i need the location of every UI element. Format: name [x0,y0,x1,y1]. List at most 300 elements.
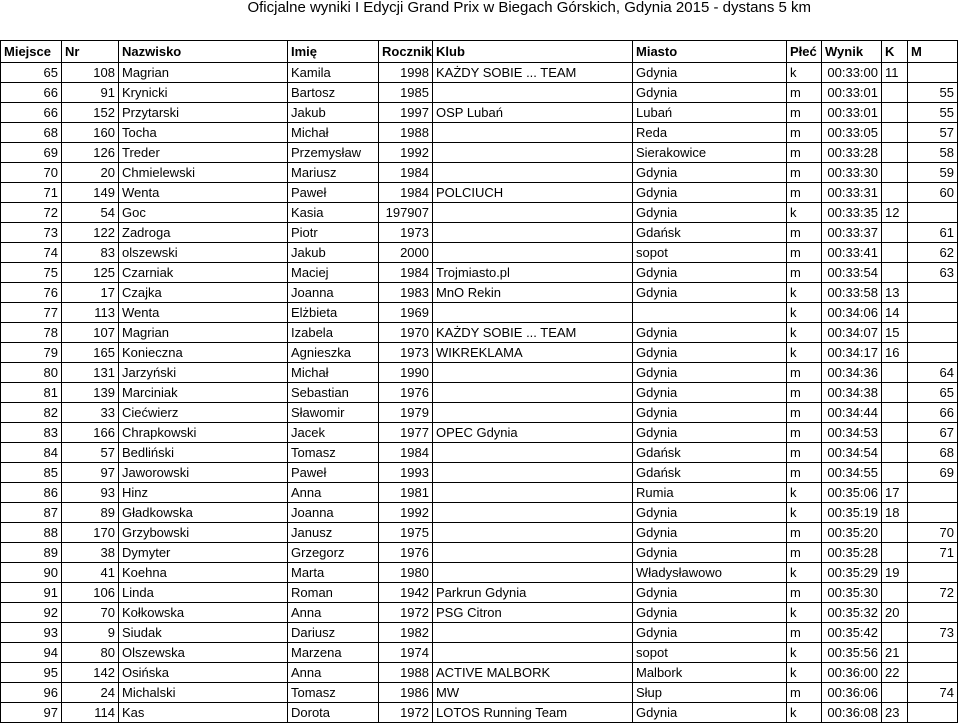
cell-result: 00:33:30 [822,163,882,183]
cell-surname: Jaworowski [119,463,288,483]
cell-m-rank: 72 [908,583,958,603]
cell-number: 126 [62,143,119,163]
cell-birthyear: 1993 [379,463,433,483]
table-row [1,563,958,583]
cell-m-rank [908,203,958,223]
cell-birthyear: 1992 [379,503,433,523]
cell-city: Gdynia [633,603,787,623]
cell-club [433,503,633,523]
cell-firstname: Anna [288,483,379,503]
cell-sex: m [787,83,822,103]
cell-k-rank: 13 [882,283,908,303]
cell-number: 80 [62,643,119,663]
cell-place: 88 [1,523,62,543]
cell-club [433,143,633,163]
cell-number: 106 [62,583,119,603]
cell-birthyear: 1980 [379,563,433,583]
cell-sex: k [787,343,822,363]
cell-surname: Magrian [119,323,288,343]
cell-result: 00:33:00 [822,63,882,83]
table-row [1,223,958,243]
table-row [1,643,958,663]
cell-number: 38 [62,543,119,563]
cell-k-rank [882,583,908,603]
cell-surname: Kołkowska [119,603,288,623]
cell-club: KAŻDY SOBIE ... TEAM [433,323,633,343]
cell-place: 77 [1,303,62,323]
cell-surname: Magrian [119,63,288,83]
cell-surname: Wenta [119,183,288,203]
cell-place: 80 [1,363,62,383]
cell-k-rank [882,263,908,283]
cell-k-rank [882,363,908,383]
cell-k-rank [882,423,908,443]
cell-place: 68 [1,123,62,143]
cell-result: 00:35:28 [822,543,882,563]
cell-firstname: Joanna [288,283,379,303]
cell-m-rank: 70 [908,523,958,543]
cell-place: 74 [1,243,62,263]
table-row [1,423,958,443]
cell-m-rank: 66 [908,403,958,423]
cell-birthyear: 1984 [379,443,433,463]
cell-city: Gdynia [633,363,787,383]
cell-birthyear: 1972 [379,703,433,723]
cell-m-rank: 71 [908,543,958,563]
table-row [1,363,958,383]
cell-result: 00:33:28 [822,143,882,163]
cell-number: 160 [62,123,119,143]
cell-club: LOTOS Running Team [433,703,633,723]
cell-sex: k [787,703,822,723]
cell-sex: m [787,523,822,543]
cell-result: 00:33:35 [822,203,882,223]
cell-place: 79 [1,343,62,363]
cell-city: Gdynia [633,83,787,103]
cell-birthyear: 1977 [379,423,433,443]
cell-firstname: Agnieszka [288,343,379,363]
cell-city: Władysławowo [633,563,787,583]
header-firstname: Imię [288,41,379,63]
cell-number: 114 [62,703,119,723]
cell-k-rank: 18 [882,503,908,523]
page-title [0,0,959,30]
cell-city: Gdynia [633,163,787,183]
cell-sex: k [787,203,822,223]
cell-city: Malbork [633,663,787,683]
cell-city [633,303,787,323]
cell-city: Gdynia [633,63,787,83]
cell-number: 33 [62,403,119,423]
cell-place: 65 [1,63,62,83]
cell-firstname: Przemysław [288,143,379,163]
table-row [1,283,958,303]
cell-place: 72 [1,203,62,223]
cell-firstname: Michał [288,123,379,143]
cell-birthyear: 1998 [379,63,433,83]
cell-k-rank: 23 [882,703,908,723]
cell-city: Gdynia [633,523,787,543]
cell-sex: m [787,183,822,203]
cell-sex: m [787,683,822,703]
cell-birthyear: 1986 [379,683,433,703]
cell-firstname: Piotr [288,223,379,243]
cell-club: PSG Citron [433,603,633,623]
cell-firstname: Anna [288,663,379,683]
cell-birthyear: 1985 [379,83,433,103]
cell-city: Gdynia [633,203,787,223]
cell-place: 70 [1,163,62,183]
cell-place: 71 [1,183,62,203]
cell-club [433,523,633,543]
results-table [0,40,958,723]
cell-birthyear: 1975 [379,523,433,543]
cell-sex: k [787,663,822,683]
cell-place: 83 [1,423,62,443]
cell-birthyear: 1970 [379,323,433,343]
cell-firstname: Sebastian [288,383,379,403]
cell-firstname: Paweł [288,183,379,203]
table-header [1,41,958,63]
cell-firstname: Janusz [288,523,379,543]
cell-club: POLCIUCH [433,183,633,203]
cell-surname: Olszewska [119,643,288,663]
cell-sex: m [787,363,822,383]
cell-birthyear: 1984 [379,163,433,183]
cell-m-rank [908,563,958,583]
cell-result: 00:33:54 [822,263,882,283]
cell-sex: k [787,563,822,583]
cell-surname: Kas [119,703,288,723]
table-row [1,123,958,143]
cell-result: 00:35:56 [822,643,882,663]
cell-city: Gdynia [633,283,787,303]
cell-city: Reda [633,123,787,143]
cell-result: 00:34:06 [822,303,882,323]
cell-city: Gdynia [633,583,787,603]
cell-result: 00:36:06 [822,683,882,703]
cell-city: Gdynia [633,263,787,283]
cell-place: 87 [1,503,62,523]
cell-k-rank [882,383,908,403]
table-row [1,243,958,263]
cell-number: 93 [62,483,119,503]
cell-result: 00:35:19 [822,503,882,523]
cell-firstname: Sławomir [288,403,379,423]
table-row [1,523,958,543]
cell-firstname: Mariusz [288,163,379,183]
cell-place: 96 [1,683,62,703]
cell-place: 78 [1,323,62,343]
cell-firstname: Jacek [288,423,379,443]
cell-sex: m [787,103,822,123]
cell-surname: Konieczna [119,343,288,363]
cell-sex: m [787,583,822,603]
cell-surname: Przytarski [119,103,288,123]
cell-city: Sierakowice [633,143,787,163]
cell-sex: m [787,423,822,443]
cell-result: 00:34:38 [822,383,882,403]
cell-city: Gdańsk [633,223,787,243]
cell-m-rank [908,323,958,343]
cell-club [433,443,633,463]
cell-sex: m [787,223,822,243]
cell-club [433,623,633,643]
table-row [1,443,958,463]
cell-firstname: Grzegorz [288,543,379,563]
cell-surname: Czajka [119,283,288,303]
cell-number: 113 [62,303,119,323]
cell-result: 00:33:01 [822,103,882,123]
cell-sex: m [787,543,822,563]
cell-sex: k [787,303,822,323]
cell-place: 75 [1,263,62,283]
cell-birthyear: 1981 [379,483,433,503]
cell-result: 00:34:44 [822,403,882,423]
cell-number: 108 [62,63,119,83]
cell-birthyear: 197907 [379,203,433,223]
cell-surname: Hinz [119,483,288,503]
cell-result: 00:33:31 [822,183,882,203]
cell-surname: Ciećwierz [119,403,288,423]
cell-m-rank: 68 [908,443,958,463]
cell-club: ACTIVE MALBORK [433,663,633,683]
cell-club [433,463,633,483]
cell-place: 73 [1,223,62,243]
cell-sex: m [787,623,822,643]
cell-k-rank: 15 [882,323,908,343]
table-row [1,183,958,203]
cell-club: Parkrun Gdynia [433,583,633,603]
cell-firstname: Maciej [288,263,379,283]
cell-club [433,403,633,423]
cell-city: Gdynia [633,543,787,563]
cell-number: 107 [62,323,119,343]
cell-m-rank [908,503,958,523]
cell-k-rank [882,463,908,483]
cell-result: 00:33:41 [822,243,882,263]
header-row [1,41,958,63]
table-row [1,263,958,283]
cell-birthyear: 1982 [379,623,433,643]
cell-firstname: Tomasz [288,443,379,463]
cell-place: 91 [1,583,62,603]
cell-result: 00:34:53 [822,423,882,443]
cell-m-rank: 62 [908,243,958,263]
cell-m-rank [908,283,958,303]
cell-firstname: Kasia [288,203,379,223]
cell-club [433,363,633,383]
cell-number: 125 [62,263,119,283]
cell-firstname: Paweł [288,463,379,483]
cell-club [433,223,633,243]
cell-k-rank [882,123,908,143]
cell-m-rank: 58 [908,143,958,163]
cell-m-rank: 61 [908,223,958,243]
cell-k-rank: 14 [882,303,908,323]
cell-sex: m [787,143,822,163]
cell-number: 165 [62,343,119,363]
cell-surname: Osińska [119,663,288,683]
cell-club [433,643,633,663]
table-body [1,63,958,723]
cell-result: 00:35:42 [822,623,882,643]
cell-city: Słup [633,683,787,703]
header-city: Miasto [633,41,787,63]
cell-firstname: Izabela [288,323,379,343]
cell-surname: Dymyter [119,543,288,563]
cell-result: 00:35:32 [822,603,882,623]
cell-number: 20 [62,163,119,183]
cell-sex: m [787,383,822,403]
cell-firstname: Bartosz [288,83,379,103]
cell-place: 66 [1,83,62,103]
cell-result: 00:33:37 [822,223,882,243]
cell-club [433,123,633,143]
header-number: Nr [62,41,119,63]
cell-surname: Wenta [119,303,288,323]
cell-city: Rumia [633,483,787,503]
cell-birthyear: 1973 [379,223,433,243]
cell-m-rank [908,603,958,623]
cell-birthyear: 1992 [379,143,433,163]
cell-m-rank [908,663,958,683]
cell-firstname: Tomasz [288,683,379,703]
cell-firstname: Dorota [288,703,379,723]
cell-city: Gdynia [633,503,787,523]
cell-result: 00:34:54 [822,443,882,463]
cell-birthyear: 1988 [379,123,433,143]
cell-surname: Siudak [119,623,288,643]
cell-sex: k [787,63,822,83]
cell-place: 69 [1,143,62,163]
cell-club: Trojmiasto.pl [433,263,633,283]
cell-city: Gdynia [633,383,787,403]
table-row [1,603,958,623]
table-row [1,403,958,423]
cell-number: 70 [62,603,119,623]
cell-number: 57 [62,443,119,463]
cell-sex: m [787,263,822,283]
cell-firstname: Marta [288,563,379,583]
cell-club [433,543,633,563]
cell-number: 139 [62,383,119,403]
cell-m-rank: 64 [908,363,958,383]
cell-city: sopot [633,643,787,663]
cell-birthyear: 1973 [379,343,433,363]
table-row [1,323,958,343]
cell-k-rank: 16 [882,343,908,363]
cell-city: Gdynia [633,423,787,443]
cell-m-rank: 57 [908,123,958,143]
cell-m-rank [908,303,958,323]
cell-city: Gdynia [633,623,787,643]
cell-m-rank: 67 [908,423,958,443]
cell-place: 84 [1,443,62,463]
table-row [1,483,958,503]
cell-place: 95 [1,663,62,683]
cell-number: 152 [62,103,119,123]
cell-sex: k [787,603,822,623]
table-row [1,663,958,683]
cell-number: 142 [62,663,119,683]
table-row [1,623,958,643]
header-k: K [882,41,908,63]
cell-place: 76 [1,283,62,303]
cell-club [433,303,633,323]
table-row [1,163,958,183]
cell-sex: m [787,123,822,143]
table-row [1,503,958,523]
cell-number: 89 [62,503,119,523]
cell-surname: Tocha [119,123,288,143]
table-row [1,583,958,603]
cell-number: 17 [62,283,119,303]
cell-surname: Goc [119,203,288,223]
cell-m-rank [908,703,958,723]
cell-surname: Treder [119,143,288,163]
cell-surname: Bedliński [119,443,288,463]
cell-number: 83 [62,243,119,263]
cell-m-rank [908,63,958,83]
cell-birthyear: 1942 [379,583,433,603]
cell-sex: k [787,643,822,663]
cell-result: 00:35:06 [822,483,882,503]
table-row [1,83,958,103]
cell-place: 85 [1,463,62,483]
table-row [1,383,958,403]
cell-result: 00:35:20 [822,523,882,543]
cell-k-rank [882,243,908,263]
cell-result: 00:33:01 [822,83,882,103]
cell-m-rank [908,643,958,663]
cell-city: Lubań [633,103,787,123]
cell-birthyear: 1972 [379,603,433,623]
cell-number: 149 [62,183,119,203]
cell-birthyear: 1974 [379,643,433,663]
cell-number: 131 [62,363,119,383]
cell-place: 97 [1,703,62,723]
cell-sex: k [787,483,822,503]
cell-firstname: Kamila [288,63,379,83]
cell-birthyear: 1969 [379,303,433,323]
cell-city: Gdynia [633,183,787,203]
cell-birthyear: 1979 [379,403,433,423]
page-title-text: Oficjalne wyniki I Edycji Grand Prix w Biegach Górskich, Gdynia 2015 - dystans 5 km [247,0,811,16]
cell-result: 00:34:07 [822,323,882,343]
cell-city: Gdańsk [633,443,787,463]
cell-k-rank [882,183,908,203]
cell-club [433,243,633,263]
cell-club: OPEC Gdynia [433,423,633,443]
cell-surname: Michalski [119,683,288,703]
table-row [1,203,958,223]
cell-club: KAŻDY SOBIE ... TEAM [433,63,633,83]
cell-place: 93 [1,623,62,643]
table-row [1,343,958,363]
cell-place: 90 [1,563,62,583]
cell-club [433,83,633,103]
cell-m-rank: 55 [908,103,958,123]
table-row [1,103,958,123]
header-club: Klub [433,41,633,63]
cell-number: 170 [62,523,119,543]
cell-number: 54 [62,203,119,223]
cell-place: 82 [1,403,62,423]
cell-birthyear: 1990 [379,363,433,383]
cell-k-rank: 19 [882,563,908,583]
cell-k-rank [882,403,908,423]
